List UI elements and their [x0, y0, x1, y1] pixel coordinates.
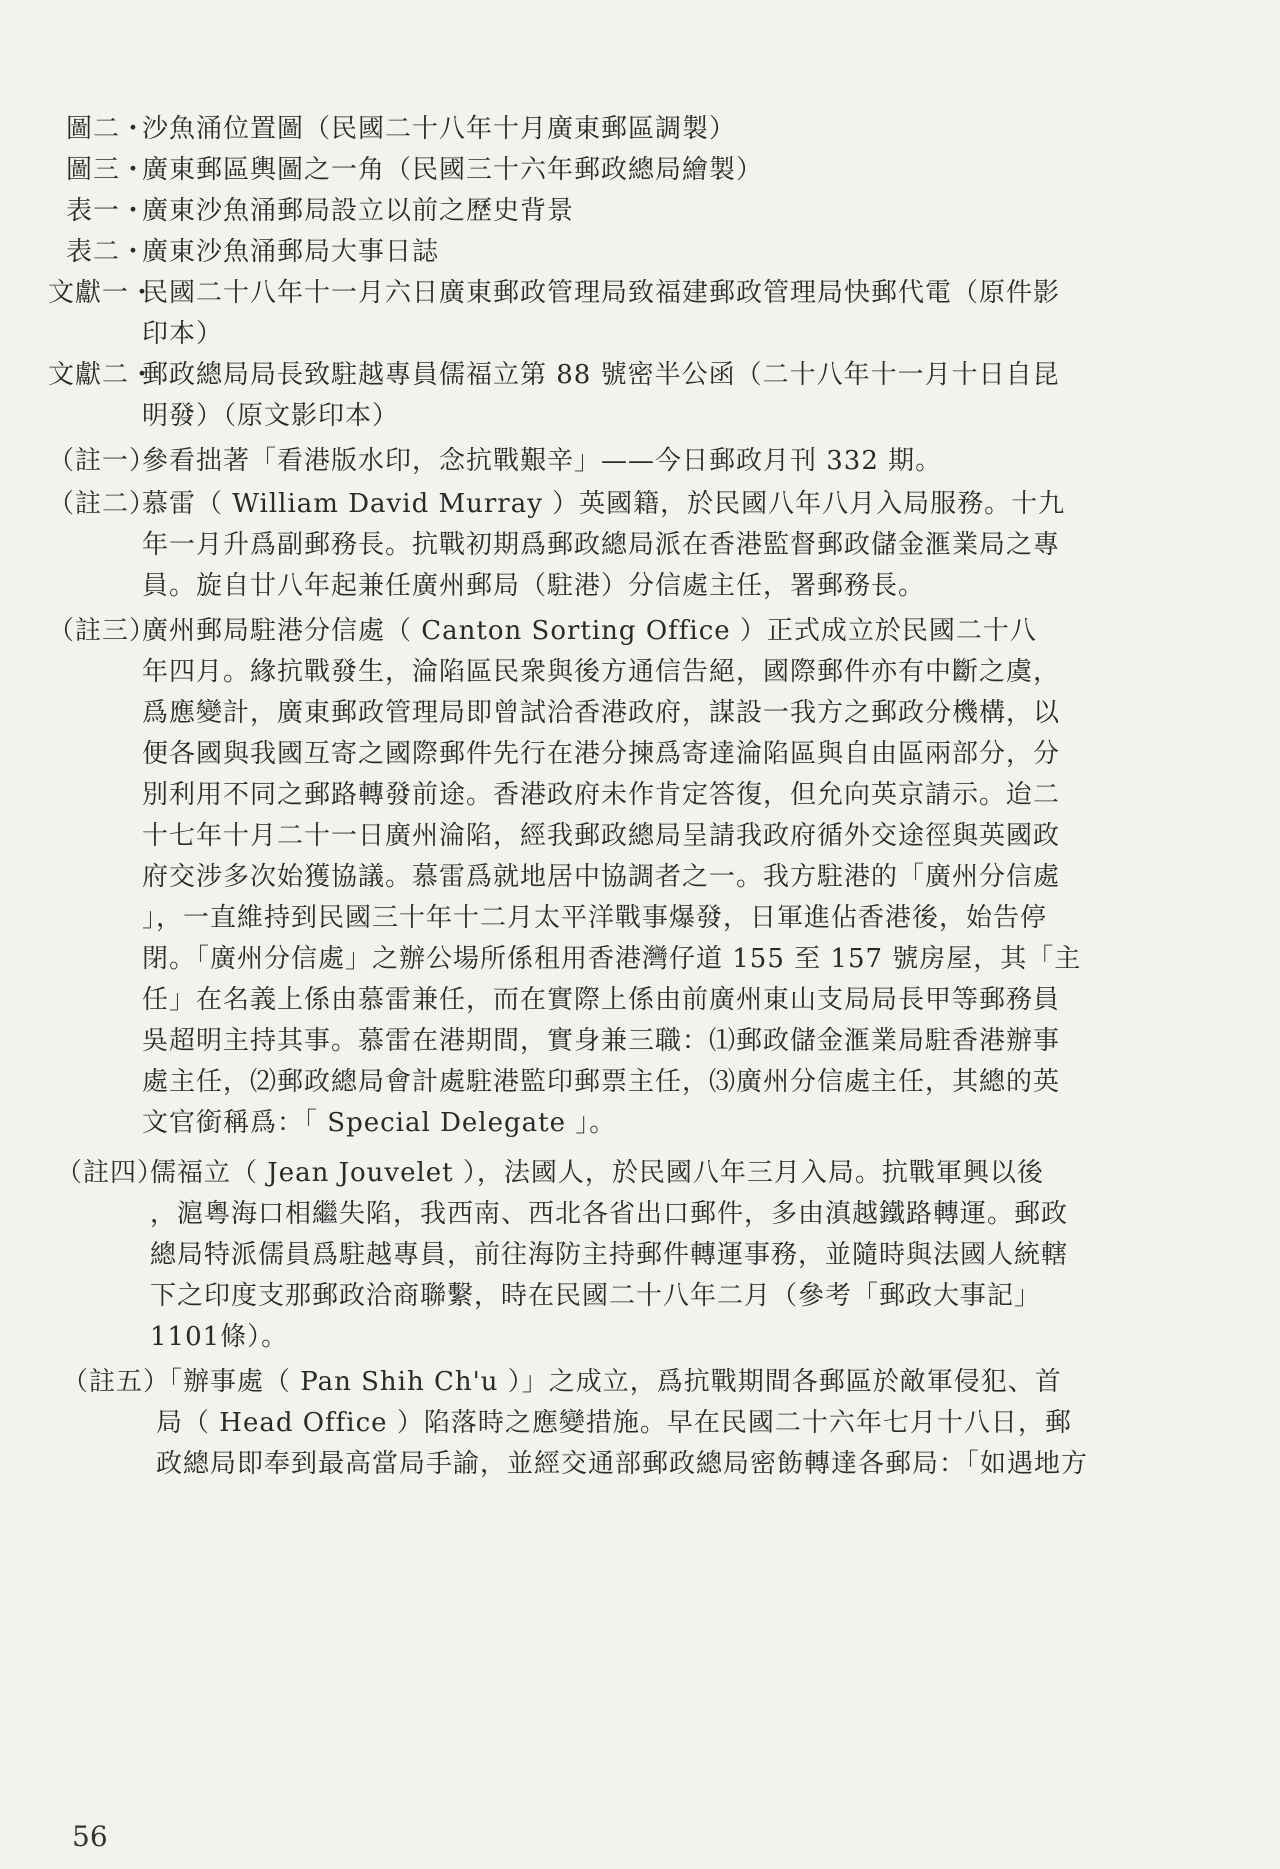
figure-2-caption: 沙魚涌位置圖（民國二十八年十月廣東郵區調製） — [142, 114, 737, 144]
note-5-line: 政總局即奉到最高當局手諭，並經交通部郵政總局密飭轉達各郵局：「如遇地方 — [156, 1449, 1089, 1479]
table-2-label: 表二・ — [66, 237, 148, 267]
note-3-line: 文官銜稱爲：「 Special Delegate 」。 — [142, 1108, 617, 1138]
note-1-line: 參看拙著「看港版水印，念抗戰艱辛」——今日郵政月刊 332 期。 — [142, 446, 943, 476]
note-2-label: （註二） — [48, 489, 157, 519]
note-3-line: 別利用不同之郵路轉發前途。香港政府未作肯定答復，但允向英京請示。迨二 — [142, 780, 1061, 810]
note-2-line: 慕雷（ William David Murray ）英國籍，於民國八年八月入局服務。十九 — [142, 489, 1066, 519]
note-1-label: （註一） — [48, 446, 157, 476]
note-4-line: 儒福立（ Jean Jouvelet ），法國人，於民國八年三月入局。抗戰軍興以後 — [150, 1158, 1044, 1188]
note-3-label: （註三） — [48, 616, 157, 646]
table-1-label: 表一・ — [66, 196, 148, 226]
note-3-line: 吳超明主持其事。慕雷在港期間，實身兼三職：⑴郵政儲金滙業局駐香港辦事 — [142, 1026, 1061, 1056]
figure-3-caption: 廣東郵區輿圖之一角（民國三十六年郵政總局繪製） — [142, 155, 764, 185]
note-4-line: 下之印度支那郵政洽商聯繫，時在民國二十八年二月（參考「郵政大事記」 — [150, 1281, 1042, 1311]
note-3-line: 府交涉多次始獲協議。慕雷爲就地居中協調者之一。我方駐港的「廣州分信處 — [142, 862, 1061, 892]
note-3-line: 廣州郵局駐港分信處（ Canton Sorting Office ）正式成立於民國二十八 — [142, 616, 1037, 646]
note-3-line: 爲應變計，廣東郵政管理局即曾試洽香港政府，謀設一我方之郵政分機構，以 — [142, 698, 1061, 728]
note-3-line: 處主任，⑵郵政總局會計處駐港監印郵票主任，⑶廣州分信處主任，其總的英 — [142, 1067, 1061, 1097]
note-5-line: 「辦事處（ Pan Shih Ch'u ）」之成立，爲抗戰期間各郵區於敵軍侵犯、首 — [156, 1367, 1062, 1397]
document-2-line: 郵政總局局長致駐越專員儒福立第 88 號密半公函（二十八年十一月十日自昆 — [142, 360, 1060, 390]
note-5-line: 局（ Head Office ）陷落時之應變措施。早在民國二十六年七月十八日，郵 — [156, 1408, 1072, 1438]
note-4-line: 總局特派儒員爲駐越專員，前往海防主持郵件轉運事務，並隨時與法國人統轄 — [150, 1240, 1069, 1270]
table-1-caption: 廣東沙魚涌郵局設立以前之歷史背景 — [142, 196, 575, 226]
figure-2-label: 圖二・ — [66, 114, 148, 144]
page-number: 56 — [72, 1820, 108, 1853]
note-3-line: 便各國與我國互寄之國際郵件先行在港分揀爲寄達淪陷區與自由區兩部分，分 — [142, 739, 1061, 769]
note-3-line: 年四月。緣抗戰發生，淪陷區民衆與後方通信告絕，國際郵件亦有中斷之虞， — [142, 657, 1061, 687]
note-2-line: 年一月升爲副郵務長。抗戰初期爲郵政總局派在香港監督郵政儲金滙業局之專 — [142, 530, 1061, 560]
note-4-line: 1101條）。 — [150, 1322, 289, 1352]
note-4-label: （註四） — [56, 1158, 165, 1188]
figure-3-label: 圖三・ — [66, 155, 148, 185]
note-3-line: 」，一直維持到民國三十年十二月太平洋戰事爆發，日軍進佔香港後，始告停 — [142, 903, 1048, 933]
document-2-line: 明發）（原文影印本） — [142, 401, 400, 431]
document-1-line: 印本） — [142, 319, 224, 349]
note-3-line: 閉。「廣州分信處」之辦公場所係租用香港灣仔道 155 至 157 號房屋，其「主 — [142, 944, 1082, 974]
note-2-line: 員。旋自廿八年起兼任廣州郵局（駐港）分信處主任，署郵務長。 — [142, 571, 926, 601]
note-3-line: 任」在名義上係由慕雷兼任，而在實際上係由前廣州東山支局局長甲等郵務員 — [142, 985, 1061, 1015]
document-1-line: 民國二十八年十一月六日廣東郵政管理局致福建郵政管理局快郵代電（原件影 — [142, 278, 1061, 308]
note-5-label: （註五） — [62, 1367, 171, 1397]
document-1-label: 文獻一・ — [48, 278, 157, 308]
note-4-line: ，滬粵海口相繼失陷，我西南、西北各省出口郵件，多由滇越鐵路轉運。郵政 — [150, 1199, 1069, 1229]
note-3-line: 十七年十月二十一日廣州淪陷，經我郵政總局呈請我政府循外交途徑與英國政 — [142, 821, 1061, 851]
table-2-caption: 廣東沙魚涌郵局大事日誌 — [142, 237, 440, 267]
document-2-label: 文獻二・ — [48, 360, 157, 390]
